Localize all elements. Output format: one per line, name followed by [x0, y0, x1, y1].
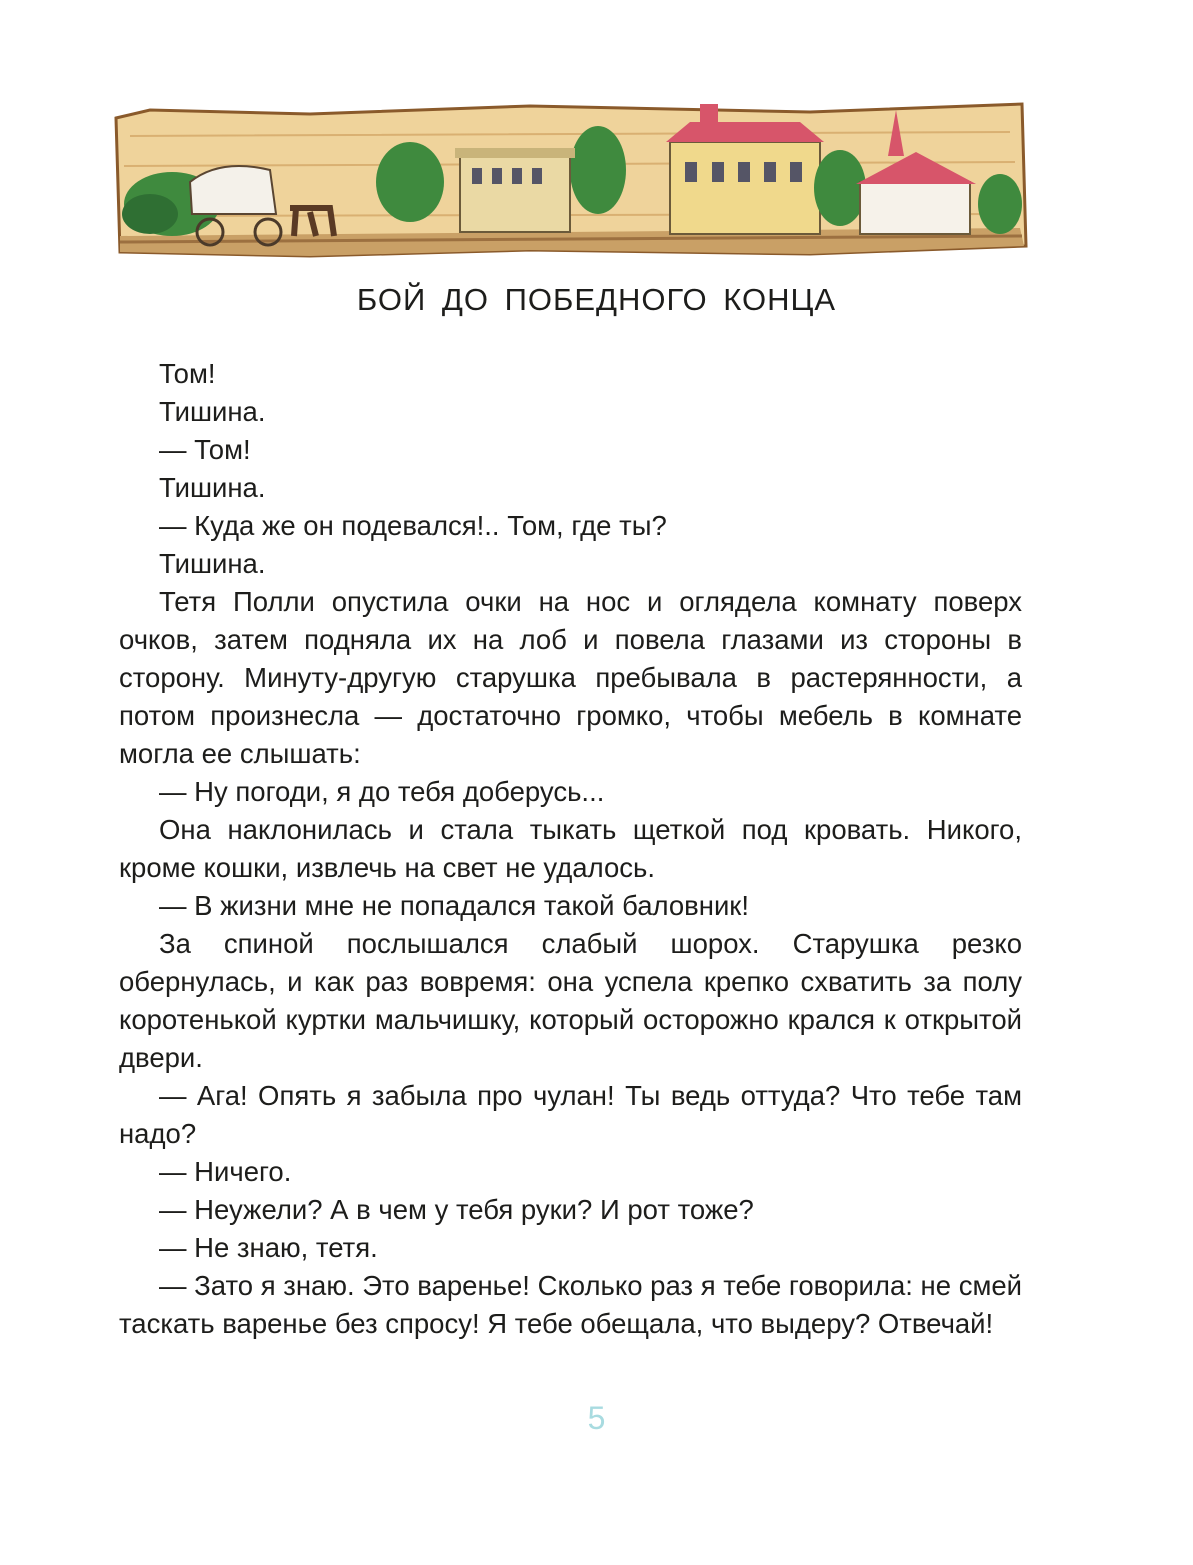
paragraph: — Зато я знаю. Это варенье! Сколько раз я тебе говорила: не смей таскать варенье без спросу! Я тебе обещала, что выдеру? Отвечай! [119, 1270, 1022, 1339]
paragraph: Тишина. [159, 548, 266, 579]
paragraph: Том! [159, 358, 216, 389]
town-street-illustration [110, 96, 1028, 262]
chapter-title: БОЙ ДО ПОБЕДНОГО КОНЦА [356, 282, 837, 317]
body-text [119, 355, 1022, 1343]
paragraph: За спиной послышался слабый шорох. Старушка резко обернулась, и как раз вовремя: она успела крепко схватить за полу коротенькой куртки мальчишку, который осторожно крался к открытой двери. [119, 928, 1022, 1073]
paragraph: Тишина. [159, 396, 266, 427]
paragraph: Она наклонилась и стала тыкать щеткой под кровать. Никого, кроме кошки, извлечь на свет не удалось. [119, 814, 1022, 883]
paragraph: — Ничего. [159, 1156, 292, 1187]
chapter-header-illustration [110, 96, 1028, 262]
paragraph: Тишина. [159, 472, 266, 503]
paragraph: — Ага! Опять я забыла про чулан! Ты ведь оттуда? Что тебе там надо? [119, 1080, 1022, 1149]
page-number: 5 [587, 1400, 606, 1436]
paragraph: Тетя Полли опустила очки на нос и оглядела комнату поверх очков, затем подняла их на лоб и повела глазами из стороны в сторону. Минуту-другую старушка пребывала в растерянности, а потом произнесла — достаточно громко, чтобы мебель в комнате могла ее слышать: [119, 586, 1022, 769]
paragraph: — Том! [159, 434, 251, 465]
paragraph: — Ну погоди, я до тебя доберусь... [159, 776, 605, 807]
paragraph: — Не знаю, тетя. [159, 1232, 378, 1263]
paragraph: — Куда же он подевался!.. Том, где ты? [159, 510, 667, 541]
paragraph: — В жизни мне не попадался такой баловник! [159, 890, 749, 921]
paragraph: — Неужели? А в чем у тебя руки? И рот тоже? [159, 1194, 754, 1225]
